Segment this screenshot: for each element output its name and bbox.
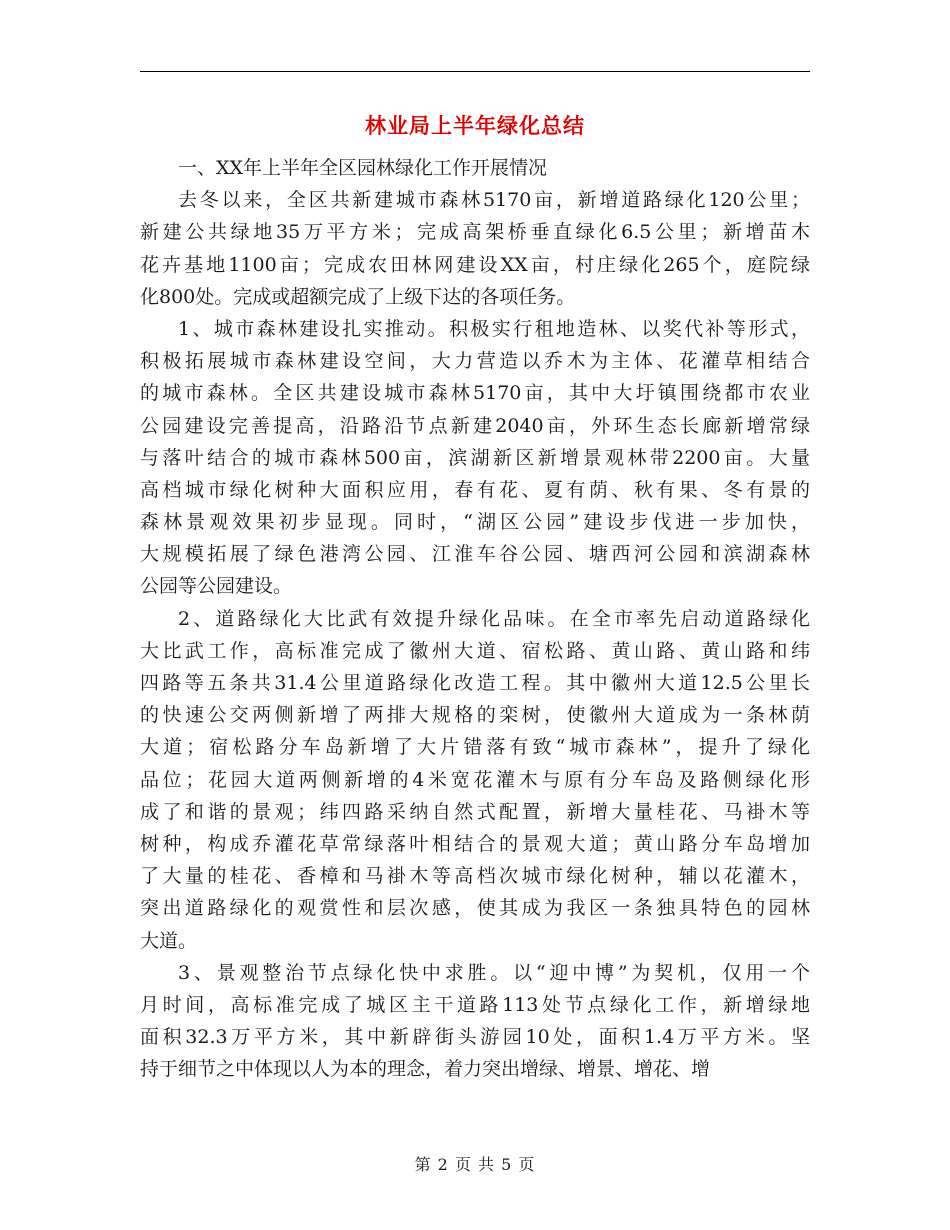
paragraph-line: 去冬以来，全区共新建城市森林5170亩，新增道路绿化120公里； (178, 189, 810, 212)
paragraph-line: 成了和谐的景观；纬四路采纳自然式配置，新增大量桂花、马褂木等 (140, 800, 810, 823)
paragraph-line: 大规模拓展了绿色港湾公园、江淮车谷公园、塘西河公园和滨湖森林 (140, 543, 810, 566)
body-paragraph (140, 957, 810, 1086)
paragraph-line: 大道；宿松路分车岛新增了大片错落有致“城市森林”，提升了绿化 (140, 736, 810, 759)
page-number-footer: 第 2 页 共 5 页 (414, 1155, 536, 1174)
body-paragraph (140, 603, 810, 957)
document-title: 林业局上半年绿化总结 (365, 113, 585, 138)
body-paragraph (140, 184, 810, 313)
paragraph-line: 一、XX年上半年全区园林绿化工作开展情况 (178, 157, 548, 179)
document-body (140, 152, 810, 1085)
paragraph-line: 面积32.3万平方米，其中新辟街头游园10处，面积1.4万平方米。坚 (140, 1026, 810, 1049)
paragraph-line: 了大量的桂花、香樟和马褂木等高档次城市绿化树种，辅以花灌木， (140, 865, 810, 888)
paragraph-line: 树种，构成乔灌花草常绿落叶相结合的景观大道；黄山路分车岛增加 (140, 832, 810, 855)
paragraph-line: 持于细节之中体现以人为本的理念，着力突出增绿、增景、增花、增 (140, 1058, 711, 1081)
paragraph-line: 品位；花园大道两侧新增的4米宽花灌木与原有分车岛及路侧绿化形 (140, 768, 810, 791)
body-paragraph (140, 152, 810, 184)
paragraph-line: 1、城市森林建设扎实推动。积极实行租地造林、以奖代补等形式， (178, 317, 810, 340)
paragraph-line: 化800处。完成或超额完成了上级下达的各项任务。 (140, 285, 576, 308)
paragraph-line: 公园等公园建设。 (140, 575, 293, 598)
paragraph-line: 月时间，高标准完成了城区主干道路113处节点绿化工作，新增绿地 (140, 993, 810, 1016)
paragraph-line: 森林景观效果初步显现。同时，“湖区公园”建设步伐进一步加快， (140, 511, 810, 534)
paragraph-line: 积极拓展城市森林建设空间，大力营造以乔木为主体、花灌草相结合 (140, 350, 810, 373)
paragraph-line: 四路等五条共31.4公里道路绿化改造工程。其中徽州大道12.5公里长 (140, 672, 810, 694)
paragraph-line: 突出道路绿化的观赏性和层次感，使其成为我区一条独具特色的园林 (140, 897, 810, 920)
paragraph-line: 2、道路绿化大比武有效提升绿化品味。在全市率先启动道路绿化 (178, 607, 810, 630)
paragraph-line: 与落叶结合的城市森林500亩，滨湖新区新增景观林带2200亩。大量 (140, 446, 810, 469)
paragraph-line: 的城市森林。全区共建设城市森林5170亩，其中大圩镇围绕都市农业 (140, 382, 810, 405)
paragraph-line: 大道。 (140, 929, 198, 952)
paragraph-line: 大比武工作，高标准完成了徽州大道、宿松路、黄山路、黄山路和纬 (140, 639, 810, 662)
paragraph-line: 新建公共绿地35万平方米；完成高架桥垂直绿化6.5公里；新增苗木 (140, 221, 810, 244)
body-paragraph (140, 313, 810, 603)
paragraph-line: 花卉基地1100亩；完成农田林网建设XX亩，村庄绿化265个，庭院绿 (140, 253, 810, 276)
paragraph-line: 公园建设完善提高，沿路沿节点新建2040亩，外环生态长廊新增常绿 (140, 414, 810, 437)
paragraph-line: 的快速公交两侧新增了两排大规格的栾树，使徽州大道成为一条林荫 (140, 704, 810, 727)
paragraph-line: 3、景观整治节点绿化快中求胜。以“迎中博”为契机，仅用一个 (178, 961, 810, 984)
header-rule (140, 71, 810, 72)
paragraph-line: 高档城市绿化树种大面积应用，春有花、夏有荫、秋有果、冬有景的 (140, 478, 810, 501)
